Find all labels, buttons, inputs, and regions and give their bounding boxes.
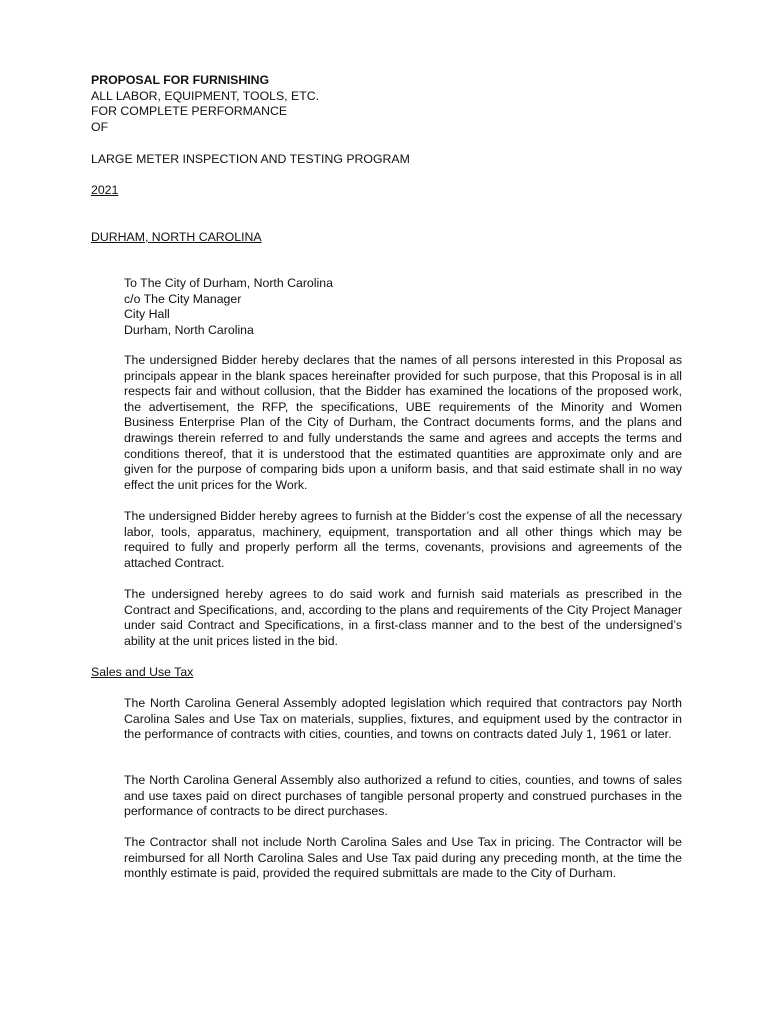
agreement-paragraph: The undersigned hereby agrees to do said work and furnish said materials as prescribed in the Contract and Specifications, and, according to the plans and requirements of the City Project Manager under said Contract and Specifications, in a first-class manner and to the best of the undersigned’s ability at the unit prices listed in the bid. xyxy=(124,587,682,648)
header-line-4: OF xyxy=(91,119,109,134)
header-line-2: ALL LABOR, EQUIPMENT, TOOLS, ETC. xyxy=(91,88,320,103)
sales-tax-heading: Sales and Use Tax xyxy=(91,665,194,679)
proposal-header xyxy=(91,73,691,135)
furnish-paragraph: The undersigned Bidder hereby agrees to furnish at the Bidder’s cost the expense of all the necessary labor, tools, apparatus, machinery, equipment, transportation and all other things which may be required to fully and properly perform all the terms, covenants, provisions and agreements of the attached Contract. xyxy=(124,509,682,570)
location: DURHAM, NORTH CAROLINA xyxy=(91,230,262,244)
sales-tax-paragraph-1: The North Carolina General Assembly adopted legislation which required that contractors pay North Carolina Sales and Use Tax on materials, supplies, fixtures, and equipment used by the contractor in the performance of contracts with cities, counties, and towns on contracts dated July 1, 1961 or later. xyxy=(124,696,682,742)
year: 2021 xyxy=(91,183,119,197)
sales-tax-paragraph-2: The North Carolina General Assembly also authorized a refund to cities, counties, and towns of sales and use taxes paid on direct purchases of tangible personal property and construed purchases in the performance of contracts to be direct purchases. xyxy=(124,773,682,819)
header-line-1: PROPOSAL FOR FURNISHING xyxy=(91,73,270,87)
address-line-3: City Hall xyxy=(124,307,170,322)
address-line-1: To The City of Durham, North Carolina xyxy=(124,276,333,290)
sales-tax-paragraph-3: The Contractor shall not include North Carolina Sales and Use Tax in pricing. The Contractor will be reimbursed for all North Carolina Sales and Use Tax paid during any preceding month, at the time the monthly estimate is paid, provided the required submittals are made to the City of Durham. xyxy=(124,835,682,881)
address-line-4: Durham, North Carolina xyxy=(124,322,254,337)
header-line-3: FOR COMPLETE PERFORMANCE xyxy=(91,104,288,119)
declaration-paragraph: The undersigned Bidder hereby declares that the names of all persons interested in this Proposal as principals appear in the blank spaces hereinafter provided for such purpose, that this Proposal is in all respects fair and without collusion, that the Bidder has examined the locations of the proposed work, the advertisement, the RFP, the specifications, UBE requirements of the Minority and Women Business Enterprise Plan of the City of Durham, the Contract documents forms, and the plans and drawings therein referred to and fully understands the same and agrees and accepts the terms and conditions thereof, that it is understood that the estimated quantities are approximate only and are given for the purpose of comparing bids upon a uniform basis, and that said estimate shall in no way effect the unit prices for the Work. xyxy=(124,353,682,492)
address-block xyxy=(124,276,684,338)
address-line-2: c/o The City Manager xyxy=(124,291,242,306)
program-title: LARGE METER INSPECTION AND TESTING PROGRAM xyxy=(91,152,410,166)
